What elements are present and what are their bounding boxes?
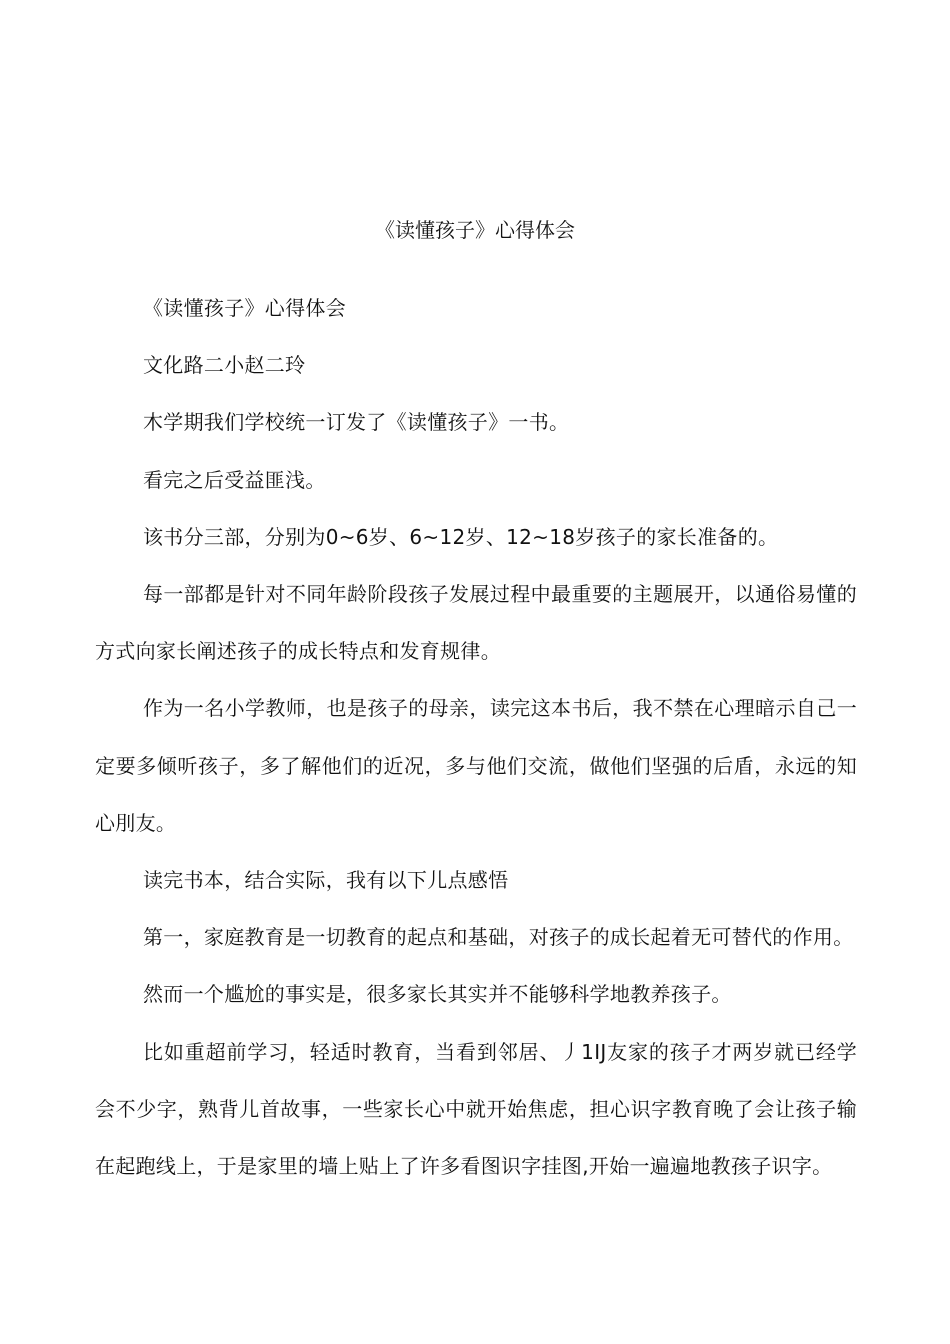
paragraph: 作为一名小学教师，也是孩子的母亲，读完这本书后，我不禁在心理暗示自己一定要多倾听孩子，多了解他们的近况，多与他们交流，做他们坚强的后盾，永远的知心刖友。 [95,696,857,835]
paragraph: 每一部都是针对不同年龄阶段孩子发展过程中最重要的主题展开，以通俗易懂的方式向家长阐述孩子的成长特点和发育规律。 [95,582,857,664]
paragraph: 然而一个尴尬的事实是，很多家长其实并不能够科学地教养孩子。 [143,982,732,1007]
paragraph: 读完书本，结合实际，我有以下儿点感悟 [143,868,509,893]
paragraph: 木学期我们学校统一订发了《读懂孩子》一书。 [143,410,570,435]
document-title: 《读懂孩子》心得体会 [375,218,575,242]
paragraph: 该书分三部，分别为0~6岁、6~12岁、12~18岁孩子的家长准备的。 [143,524,779,549]
document-body [95,280,857,1195]
paragraph: 第一，家庭教育是一切教育的起点和基础，对孩子的成长起着无可替代的作用。 [143,925,854,950]
author-line: 文化路二小赵二玲 [143,353,306,378]
paragraph: 比如重超前学习，轻适时教育，当看到邻居、丿1IJ友家的孩子才两岁就已经学会不少字，熟背儿首故事，一些家长心中就开始焦虑，担心识字教育晚了会让孩子输在起跑线上，于是家里的墙上贴上了许多看图识字挂图,开始一遍遍地教孩子识字。 [95,1039,857,1179]
paragraph: 《读懂孩子》心得体会 [143,296,346,320]
paragraph: 看完之后受益匪浅。 [143,467,326,492]
